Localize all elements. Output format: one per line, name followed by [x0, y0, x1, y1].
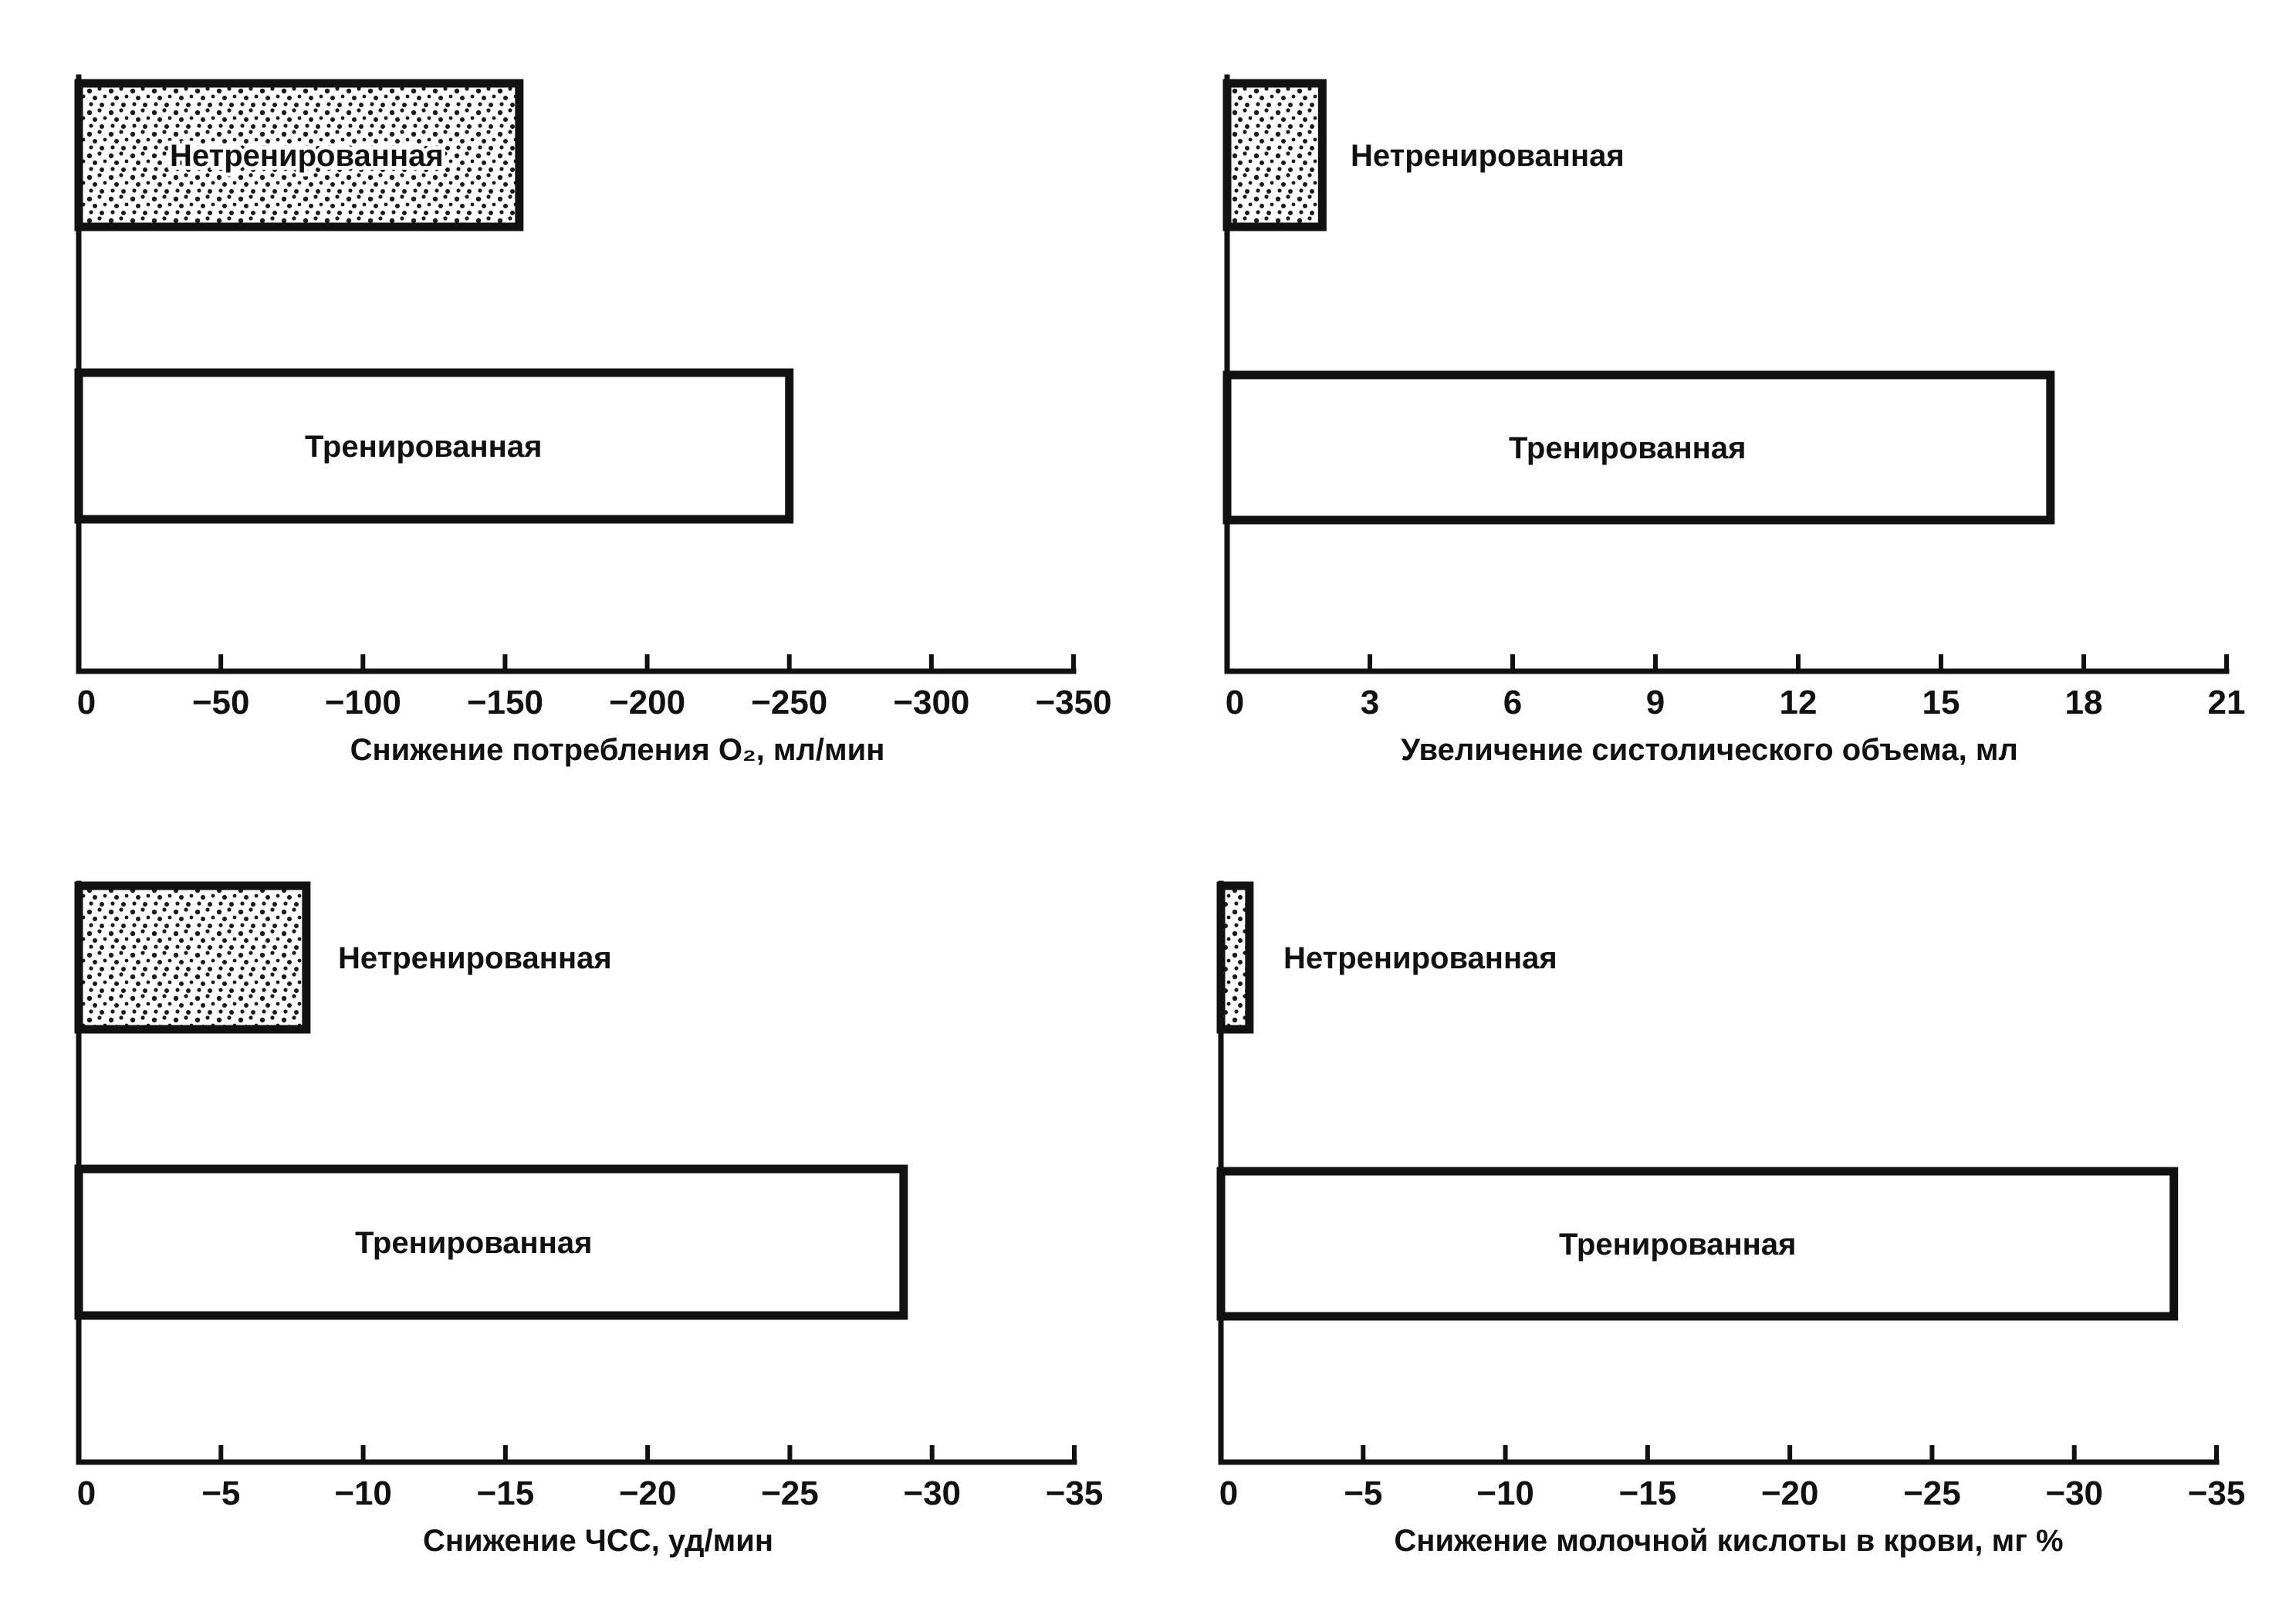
x-axis-label: Снижение молочной кислоты в крови, мг %: [1394, 1524, 2064, 1558]
x-tick-label: −15: [476, 1474, 535, 1512]
x-tick-label: 0: [76, 684, 96, 721]
x-tick-label: −200: [609, 684, 686, 721]
x-tick-label: −35: [1045, 1474, 1104, 1512]
x-axis-label: Снижение потребления O₂, мл/мин: [350, 733, 885, 767]
bar-label: Тренированная: [1509, 431, 1747, 465]
bar-label: Тренированная: [1559, 1228, 1797, 1262]
chart-panel-1: [77, 77, 1112, 767]
x-tick-label: −150: [466, 684, 543, 721]
x-tick-label: −20: [618, 1474, 677, 1512]
x-tick-label: 6: [1503, 684, 1523, 721]
x-tick-label: −35: [2187, 1474, 2246, 1512]
chart-panel-3: [77, 883, 1104, 1558]
bar-label: Нетренированная: [338, 941, 612, 975]
x-axis-label: Снижение ЧСС, уд/мин: [422, 1524, 774, 1558]
chart-panel-2: [1226, 77, 2246, 767]
bar-label: Тренированная: [355, 1226, 593, 1260]
bar-label: Нетренированная: [1351, 139, 1625, 173]
x-tick-label: 15: [1922, 684, 1960, 721]
x-tick-label: −30: [903, 1474, 962, 1512]
chart-panel-4: [1219, 883, 2246, 1558]
bar-untrained: [79, 886, 306, 1029]
x-tick-label: 0: [1219, 1474, 1239, 1512]
x-tick-label: −100: [324, 684, 401, 721]
bar-untrained: [1221, 886, 1249, 1029]
x-tick-label: 0: [76, 1474, 96, 1512]
x-tick-label: 0: [1225, 684, 1245, 721]
bar-untrained: [1227, 83, 1322, 227]
x-tick-label: −10: [1476, 1474, 1534, 1512]
bar-label: Нетренированная: [1283, 941, 1557, 975]
x-tick-label: −10: [334, 1474, 392, 1512]
x-tick-label: −25: [761, 1474, 819, 1512]
x-tick-label: 12: [1779, 684, 1818, 721]
x-tick-label: 3: [1360, 684, 1380, 721]
x-tick-label: 21: [2207, 684, 2246, 721]
charts-root: [77, 77, 2246, 1558]
x-tick-label: −25: [1903, 1474, 1961, 1512]
x-tick-label: 18: [2064, 684, 2103, 721]
x-tick-label: −20: [1760, 1474, 1819, 1512]
bar-label: Тренированная: [305, 430, 543, 464]
x-tick-label: −5: [1344, 1474, 1383, 1512]
x-tick-label: −5: [201, 1474, 241, 1512]
bar-label: Нетренированная: [170, 139, 444, 173]
x-tick-label: 9: [1645, 684, 1665, 721]
x-tick-label: −250: [751, 684, 828, 721]
x-axis-label: Увеличение систолического объема, мл: [1401, 733, 2018, 767]
x-tick-label: −350: [1035, 684, 1112, 721]
x-tick-label: −30: [2045, 1474, 2104, 1512]
x-tick-label: −50: [191, 684, 250, 721]
x-tick-label: −300: [893, 684, 970, 721]
x-tick-label: −15: [1618, 1474, 1677, 1512]
